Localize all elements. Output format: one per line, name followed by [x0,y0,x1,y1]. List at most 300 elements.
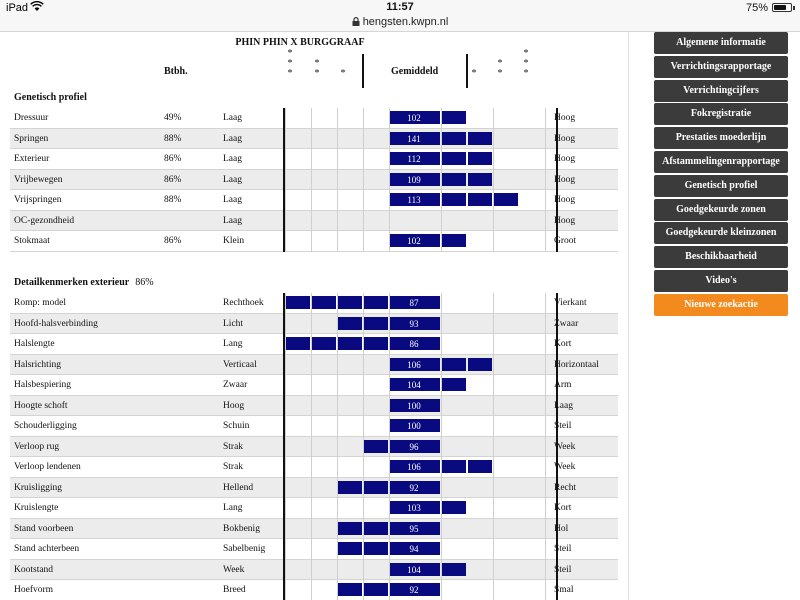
scale-low-label: Licht [223,318,244,329]
grid-column [311,355,312,376]
trait-name: Exterieur [14,154,50,164]
battery-tip [793,6,795,10]
grid-column [311,519,312,540]
grid-column [311,314,312,335]
sidebar-item-prestaties-moederlijn[interactable]: Prestaties moederlijn [654,127,788,149]
grid-column [311,170,312,191]
bar-segment [442,563,466,576]
header-star: * [497,68,503,79]
grid-column [493,416,494,437]
grid-column [337,457,338,478]
grid-column [545,129,546,150]
section-title-percent: 86% [135,277,154,288]
scale-boundary [283,539,285,560]
header-star: * [287,48,293,59]
clock: 11:57 [386,1,414,13]
bar-segment [468,152,492,165]
trait-name: Kruisligging [14,482,63,493]
trait-name: Stokmaat [14,236,50,246]
table-row [10,457,618,478]
trait-name: Kootstand [14,564,54,575]
scale-high-label: Vierkant [554,298,587,308]
grid-column [493,437,494,458]
bar-segment [442,460,466,473]
scale-boundary [283,416,285,437]
header-divider-right [466,54,468,88]
grid-column [441,437,442,458]
bar-value: 94 [409,544,419,554]
scale-low-label: Rechthoek [223,298,264,308]
grid-column [493,293,494,314]
grid-column [545,149,546,170]
header-star: * [314,58,320,69]
bar-segment [364,542,388,555]
scale-low-label: Breed [223,585,246,595]
device-label: iPad [6,2,29,14]
table-row [10,478,618,499]
scale-boundary [283,560,285,581]
scale-high-label: Hoog [554,133,576,144]
grid-column [285,149,286,170]
grid-column [311,190,312,211]
grid-column [363,498,364,519]
bar-value: 100 [407,421,421,431]
bar-segment [364,583,388,596]
grid-column [441,539,442,560]
bar-value: 112 [407,154,421,164]
bar-segment [364,522,388,535]
bar-segment [442,234,466,247]
scale-boundary [283,478,285,499]
scale-low-label: Strak [223,462,244,472]
grid-column [363,396,364,417]
grid-column [493,149,494,170]
grid-column [285,478,286,499]
bar-segment [442,378,466,391]
scale-high-label: Steil [554,544,572,554]
grid-column [545,355,546,376]
grid-column [285,314,286,335]
scale-boundary [283,211,285,232]
grid-column [441,580,442,600]
sidebar-item-algemene-informatie[interactable]: Algemene informatie [654,32,788,54]
profile-table [10,32,618,600]
column-header-average: Gemiddeld [391,66,439,77]
trait-name: Hoefvorm [14,585,54,595]
grid-column [285,560,286,581]
grid-column [493,396,494,417]
grid-column [311,129,312,150]
bar-segment [338,542,362,555]
table-row [10,190,618,211]
bar-segment [338,317,362,330]
sidebar-item-goedgekeurde-kleinzonen[interactable]: Goedgekeurde kleinzonen [654,222,788,244]
table-row [10,375,618,396]
scale-low-label: Verticaal [223,359,257,370]
bar-segment [364,296,388,309]
scale-high-label: Hoog [554,113,576,123]
grid-column [363,375,364,396]
grid-column [337,170,338,191]
bar-value: 109 [407,174,421,185]
sidebar-item-verrichtingsrapportage[interactable]: Verrichtingsrapportage [654,56,788,78]
battery-level [774,5,786,10]
trait-name: OC-gezondheid [14,215,75,226]
grid-column [493,539,494,560]
sidebar-item-goedgekeurde-zonen[interactable]: Goedgekeurde zonen [654,199,788,221]
grid-column [311,375,312,396]
trait-name: Halslengte [14,339,55,349]
scale-low-label: Bokbenig [223,523,260,534]
bar-segment [286,296,310,309]
grid-column [363,170,364,191]
scale-boundary [283,498,285,519]
bar-segment [312,296,336,309]
bar-segment [468,358,492,371]
url-text: hengsten.kwpn.nl [362,16,449,28]
table-row [10,396,618,417]
grid-column [441,478,442,499]
grid-column [545,498,546,519]
grid-column [493,498,494,519]
grid-column [337,355,338,376]
grid-column [441,416,442,437]
scale-high-label: Steil [554,564,572,575]
battery-percent: 75% [745,2,768,14]
scale-boundary [283,129,285,150]
grid-column [545,375,546,396]
section-title [14,277,154,288]
scale-low-label: Week [223,564,245,575]
grid-column [493,129,494,150]
grid-column [311,149,312,170]
header-star: * [523,58,529,69]
grid-column [493,519,494,540]
grid-column [311,457,312,478]
grid-column [337,437,338,458]
scale-boundary [283,580,285,600]
grid-column [545,314,546,335]
bar-value: 106 [407,462,421,472]
grid-column [285,108,286,129]
bar-segment [364,317,388,330]
bar-value: 92 [409,585,419,595]
scale-high-label: Horizontaal [554,359,599,370]
bar-segment [364,337,388,350]
trait-name: Hoogte schoft [14,400,68,411]
bar-value: 103 [407,503,421,513]
table-row [10,211,618,232]
trait-reliability: 88% [164,133,182,144]
scale-boundary [283,314,285,335]
grid-column [311,231,312,252]
grid-column [285,170,286,191]
scale-low-label: Klein [223,236,245,246]
grid-column [363,416,364,437]
table-row [10,334,618,355]
grid-column [545,190,546,211]
scale-boundary [283,231,285,252]
section-title-text: Genetisch profiel [14,92,87,103]
scale-high-label: Week [554,462,576,472]
scale-high-label: Arm [554,380,572,390]
trait-name: Stand achterbeen [14,544,80,554]
grid-column [363,355,364,376]
scale-boundary [283,519,285,540]
table-row [10,293,618,314]
scale-high-label: Hoog [554,174,576,185]
bar-segment [338,481,362,494]
table-row [10,355,618,376]
grid-column [311,211,312,232]
table-row [10,129,618,150]
bar-segment [442,501,466,514]
scale-boundary [283,334,285,355]
grid-column [311,416,312,437]
address-bar[interactable] [0,16,800,28]
bar-segment [442,193,466,206]
bar-value: 92 [409,482,419,493]
grid-column [311,498,312,519]
grid-column [441,314,442,335]
bar-segment [468,193,492,206]
grid-column [285,498,286,519]
scale-high-label: Hol [554,523,569,534]
scale-high-label: Kort [554,339,572,349]
trait-reliability: 88% [164,195,182,205]
trait-reliability: 86% [164,236,182,246]
grid-column [337,498,338,519]
trait-name: Dressuur [14,113,49,123]
bar-value: 87 [409,298,419,308]
sidebar-item-fokregistratie[interactable]: Fokregistratie [654,103,788,125]
scale-low-label: Laag [223,174,242,185]
grid-column [441,211,442,232]
bar-segment [494,193,518,206]
bar-segment [312,337,336,350]
sidebar-item-video-s[interactable]: Video's [654,270,788,292]
grid-column [363,149,364,170]
bar-segment [338,337,362,350]
sidebar-item-verrichtingcijfers[interactable]: Verrichtingcijfers [654,80,788,102]
header-star: * [314,68,320,79]
table-row [10,416,618,437]
header-star: * [287,68,293,79]
grid-column [441,396,442,417]
scale-high-label: Kort [554,503,572,513]
table-row [10,580,618,600]
sidebar-item-genetisch-profiel[interactable]: Genetisch profiel [654,175,788,197]
scale-high-label: Hoog [554,195,576,205]
grid-column [337,375,338,396]
grid-column [311,478,312,499]
grid-column [285,539,286,560]
grid-column [545,416,546,437]
scale-low-label: Laag [223,133,242,144]
grid-column [311,108,312,129]
scale-high-label: Recht [554,482,577,493]
grid-column [363,190,364,211]
scale-low-label: Laag [223,215,242,226]
bar-value: 95 [409,523,419,534]
grid-column [545,560,546,581]
status-bar [0,0,800,32]
grid-column [441,334,442,355]
grid-column [363,560,364,581]
grid-column [285,437,286,458]
grid-column [493,231,494,252]
grid-column [545,334,546,355]
trait-name: Springen [14,133,49,144]
grid-column [285,396,286,417]
bar-segment [364,481,388,494]
grid-column [493,375,494,396]
lock-icon [352,17,360,26]
bar-segment [468,460,492,473]
scale-boundary [283,375,285,396]
grid-column [285,231,286,252]
trait-name: Vrijbewegen [14,174,63,185]
bar-value: 113 [407,195,421,205]
table-row [10,519,618,540]
scale-low-label: Strak [223,441,244,452]
scale-boundary [283,108,285,129]
grid-column [363,108,364,129]
trait-name: Vrijspringen [14,195,62,205]
bar-segment [338,296,362,309]
grid-column [545,519,546,540]
scale-low-label: Lang [223,503,243,513]
header-star: * [471,68,477,79]
grid-column [337,129,338,150]
header-star: * [497,58,503,69]
bar-value: 100 [407,400,421,411]
scale-high-label: Steil [554,421,572,431]
bar-segment [338,522,362,535]
grid-column [285,355,286,376]
grid-column [337,149,338,170]
table-row [10,149,618,170]
trait-name: Stand voorbeen [14,523,74,534]
battery-icon [772,3,792,12]
trait-name: Kruislengte [14,503,59,513]
grid-column [363,231,364,252]
bar-value: 104 [407,564,421,575]
scale-high-label: Laag [554,400,573,411]
grid-column [545,108,546,129]
scale-high-label: Hoog [554,215,576,226]
grid-column [441,519,442,540]
bar-segment [364,440,388,453]
grid-column [311,560,312,581]
trait-name: Schouderligging [14,421,77,431]
grid-column [545,396,546,417]
grid-column [285,580,286,600]
header-star: * [340,68,346,79]
table-row [10,560,618,581]
grid-column [363,129,364,150]
scale-low-label: Laag [223,195,242,205]
scale-boundary [283,170,285,191]
scale-boundary [283,396,285,417]
profile-table-area[interactable] [0,32,628,600]
grid-column [363,211,364,232]
grid-column [285,211,286,232]
table-row [10,539,618,560]
bar-segment [442,132,466,145]
scale-low-label: Zwaar [223,380,248,390]
scale-boundary [283,437,285,458]
bar-value: 106 [407,359,421,370]
grid-column [493,211,494,232]
scale-boundary [283,149,285,170]
scale-high-label: Week [554,441,576,452]
column-header-btbh: Btbh. [164,66,188,77]
grid-column [285,190,286,211]
header-star: * [523,48,529,59]
table-row [10,437,618,458]
grid-column [493,170,494,191]
grid-column [545,211,546,232]
bar-value: 104 [407,380,421,390]
bar-value: 102 [407,236,421,246]
table-row [10,170,618,191]
grid-column [545,539,546,560]
sidebar-item-beschikbaarheid[interactable]: Beschikbaarheid [654,246,788,268]
grid-column [545,293,546,314]
header-star: * [523,68,529,79]
header-divider-left [362,54,364,88]
scale-low-label: Sabelbenig [223,544,266,554]
grid-column [337,560,338,581]
grid-column [493,560,494,581]
grid-column [545,478,546,499]
scale-low-label: Hellend [223,482,254,493]
grid-column [545,437,546,458]
bar-value: 141 [407,133,421,144]
grid-column [337,416,338,437]
grid-column [545,457,546,478]
bar-segment [442,111,466,124]
sidebar-item-afstammelingenrapportage[interactable]: Afstammelingenrapportage [654,151,788,173]
grid-column [493,108,494,129]
scale-low-label: Lang [223,339,243,349]
grid-column [545,231,546,252]
grid-column [311,539,312,560]
section-title [14,92,87,103]
scale-high-label: Smal [554,585,574,595]
grid-column [285,457,286,478]
trait-reliability: 49% [164,113,182,123]
grid-column [493,580,494,600]
trait-name: Verloop rug [14,441,60,452]
scale-high-label: Groot [554,236,577,246]
scale-low-label: Laag [223,154,242,164]
grid-column [441,293,442,314]
bar-value: 93 [409,318,419,329]
header-star: * [287,58,293,69]
grid-column [311,396,312,417]
bar-segment [442,173,466,186]
bar-segment [286,337,310,350]
scale-low-label: Schuin [223,421,250,431]
grid-column [545,580,546,600]
sidebar-item-nieuwe-zoekactie[interactable]: Nieuwe zoekactie [654,294,788,316]
sidebar-nav [628,32,800,600]
scale-low-label: Hoog [223,400,245,411]
grid-column [285,129,286,150]
grid-column [493,478,494,499]
